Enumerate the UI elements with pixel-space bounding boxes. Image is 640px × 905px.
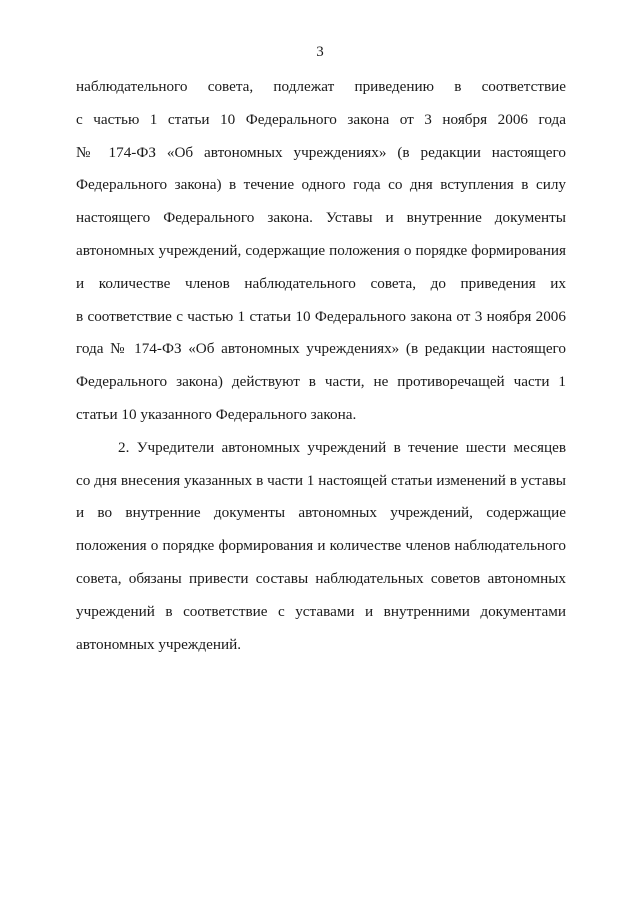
text-line: учреждений в соответствие с уставами и внутренними документами [76, 602, 566, 620]
text-line: автономных учреждений, содержащие положения о порядке формирования [76, 241, 566, 259]
text-line: и во внутренние документы автономных учреждений, содержащие [76, 504, 566, 522]
text-line: статьи 10 указанного Федерального закона. [76, 405, 357, 423]
paragraph-1 [76, 74, 566, 435]
text-line: автономных учреждений. [76, 635, 242, 653]
text-line: в соответствие с частью 1 статьи 10 Федерального закона от 3 ноября 2006 [76, 307, 566, 325]
text-line: с частью 1 статьи 10 Федерального закона от 3 ноября 2006 года [76, 110, 566, 128]
text-line: № 174-ФЗ «Об автономных учреждениях» (в редакции настоящего [76, 143, 566, 161]
text-line: настоящего Федерального закона. Уставы и внутренние документы [76, 209, 566, 227]
text-line: положения о порядке формирования и количестве членов наблюдательного [76, 537, 566, 555]
text-line: 2. Учредители автономных учреждений в течение шести месяцев [118, 438, 566, 456]
text-line: со дня внесения указанных в части 1 настоящей статьи изменений в уставы [76, 471, 566, 489]
text-line: наблюдательного совета, подлежат приведению в соответствие [76, 78, 566, 95]
paragraph-2 [76, 435, 566, 665]
text-line: Федерального закона) действуют в части, не противоречащей части 1 [76, 373, 566, 391]
text-line: и количестве членов наблюдательного совета, до приведения их [76, 274, 566, 292]
text-line: совета, обязаны привести составы наблюдательных советов автономных [76, 569, 566, 587]
document-body [76, 74, 566, 664]
page-number: 3 [316, 44, 324, 60]
text-line: Федерального закона) в течение одного года со дня вступления в силу [76, 176, 566, 194]
text-line: года № 174-ФЗ «Об автономных учреждениях» (в редакции настоящего [76, 340, 566, 358]
